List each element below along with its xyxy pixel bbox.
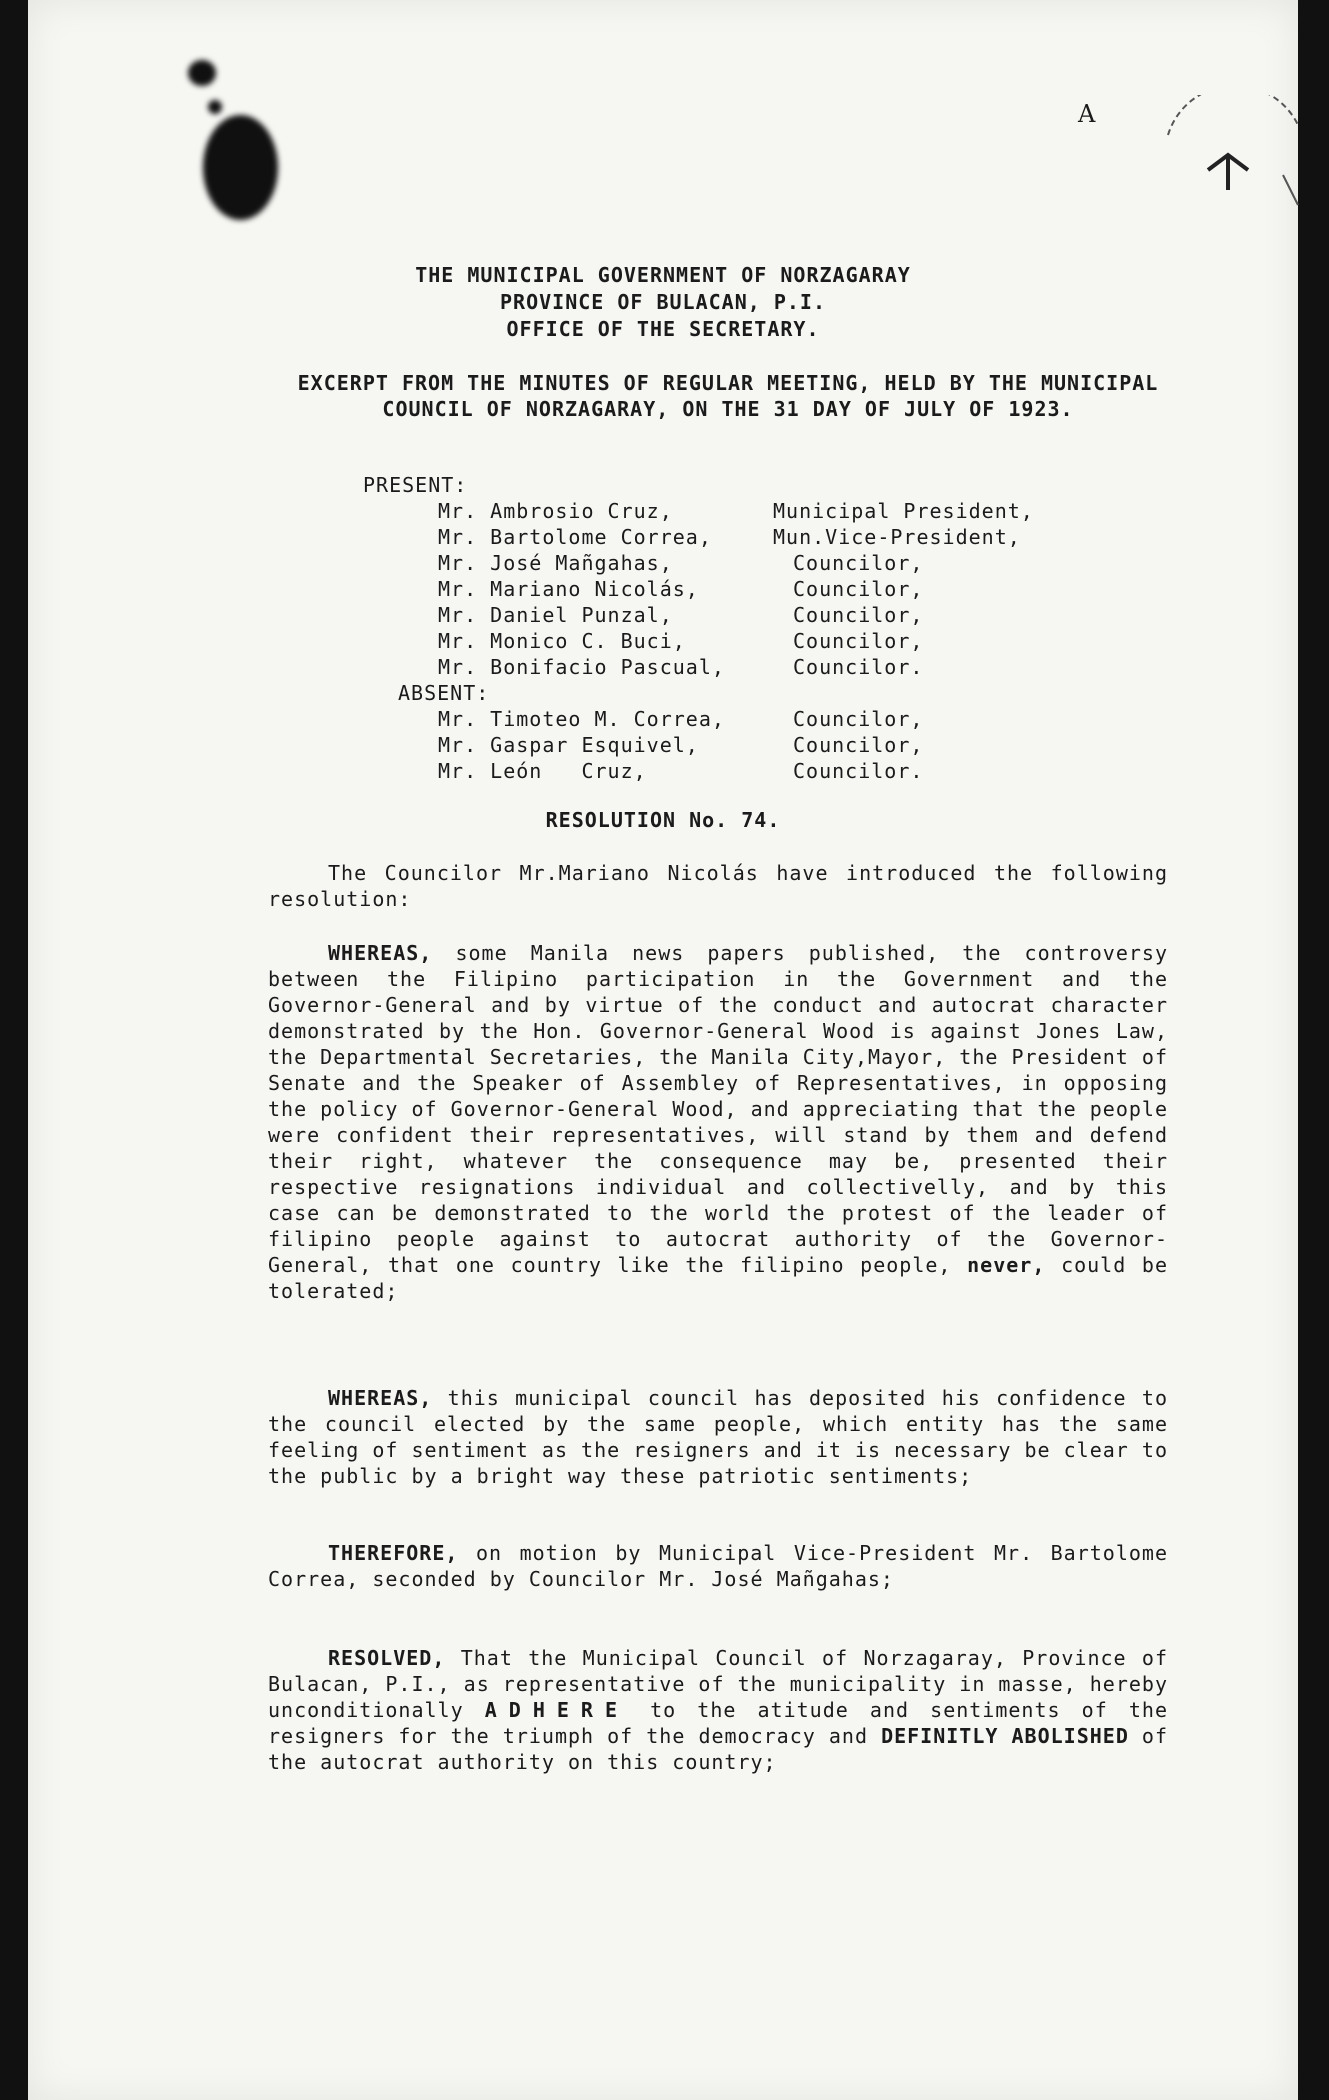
present-label: PRESENT:: [363, 473, 468, 497]
header-province: PROVINCE OF BULACAN, P.I.: [499, 290, 827, 314]
corner-mark: A: [1078, 100, 1096, 128]
absent-title: Councilor,: [793, 707, 924, 731]
resolved-text: That the Municipal Council of Norzagaray, Province of Bulacan, P.I., as representative of the municipality in masse, hereby unconditionally: [268, 1646, 1168, 1722]
document-page: [28, 0, 1298, 2100]
present-title: Mun.Vice-President,: [773, 525, 1021, 549]
present-name: Mr. Daniel Punzal,: [438, 603, 673, 627]
therefore-lead: THEREFORE,: [328, 1541, 459, 1565]
present-title: Councilor,: [793, 629, 924, 653]
therefore-text: on motion by Municipal Vice-President Mr. Bartolome Correa, seconded by Councilor Mr. José Mañgahas;: [268, 1541, 1169, 1591]
whereas-lead: WHEREAS,: [328, 941, 433, 965]
whereas-paragraph-1: [268, 940, 1168, 1304]
ink-dot: [188, 60, 216, 86]
absent-name: Mr. León Cruz,: [438, 759, 647, 783]
present-title: Councilor,: [793, 577, 924, 601]
present-name: Mr. Bartolome Correa,: [438, 525, 712, 549]
present-name: Mr. Bonifacio Pascual,: [438, 655, 725, 679]
present-title: Councilor,: [793, 551, 924, 575]
present-title: Municipal President,: [773, 499, 1034, 523]
never-emphasis: never,: [967, 1253, 1046, 1277]
whereas-text: this municipal council has deposited his confidence to the council elected by the same people, which entity has the same feeling of sentiment as the resigners and it is necessary be clear to the public by a bright way these patriotic sentiments;: [268, 1386, 1168, 1488]
abolished-emphasis: DEFINITLY ABOLISHED: [881, 1724, 1129, 1748]
whereas-tail: could be tolerated;: [268, 1253, 1169, 1303]
whereas-text: some Manila news papers published, the controversy between the Filipino participation in the Government and the Governor-General and by virtue of the conduct and autocrat character demonstrated by the Hon. Governor-General Wood is against Jones Law, the Departmental Secretaries, the Manila City,Mayor, the President of Senate and the Speaker of Assembley of Representatives, in opposing the policy of Governor-General Wood, and appreciating that the people were confident their representatives, will stand by them and defend their right, whatever the consequence may be, presented their respective resignations individual and collectivelly, and by this case can be demonstrated to the world the protest of the leader of filipino people against to autocrat authority of the Governor-General, that one country like the filipino people,: [268, 941, 1168, 1277]
header-office: OFFICE OF THE SECRETARY.: [506, 317, 820, 341]
excerpt-heading: EXCERPT FROM THE MINUTES OF REGULAR MEETING, HELD BY THE MUNICIPAL COUNCIL OF NORZAGARAY, ON THE 31 DAY OF JULY OF 1923.: [297, 371, 1159, 421]
ink-speck: [208, 100, 222, 114]
absent-title: Councilor,: [793, 733, 924, 757]
seal-stamp-icon: [1148, 95, 1308, 215]
therefore-paragraph: [268, 1540, 1168, 1592]
present-name: Mr. Monico C. Buci,: [438, 629, 686, 653]
present-title: Councilor.: [793, 655, 924, 679]
whereas-paragraph-2: [268, 1385, 1168, 1489]
present-title: Councilor,: [793, 603, 924, 627]
resolved-lead: RESOLVED,: [328, 1646, 446, 1670]
absent-name: Mr. Gaspar Esquivel,: [438, 733, 699, 757]
present-name: Mr. Ambrosio Cruz,: [438, 499, 673, 523]
header-municipal-government: THE MUNICIPAL GOVERNMENT OF NORZAGARAY: [415, 263, 911, 287]
whereas-lead: WHEREAS,: [328, 1386, 433, 1410]
absent-name: Mr. Timoteo M. Correa,: [438, 707, 725, 731]
present-name: Mr. Mariano Nicolás,: [438, 577, 699, 601]
absent-label: ABSENT:: [398, 681, 490, 705]
absent-title: Councilor.: [793, 759, 924, 783]
intro-paragraph: The Councilor Mr.Mariano Nicolás have introduced the following resolution:: [268, 861, 1168, 911]
resolved-text: to the atitude and sentiments of the resigners for the triumph of the democracy and: [268, 1698, 1168, 1748]
resolved-paragraph: [268, 1645, 1168, 1775]
resolved-text: of the autocrat authority on this country;: [268, 1724, 1169, 1774]
present-name: Mr. José Mañgahas,: [438, 551, 673, 575]
ink-blot: [203, 115, 278, 220]
resolution-title: RESOLUTION No. 74.: [545, 808, 781, 832]
adhere-emphasis: ADHERE: [484, 1698, 629, 1722]
